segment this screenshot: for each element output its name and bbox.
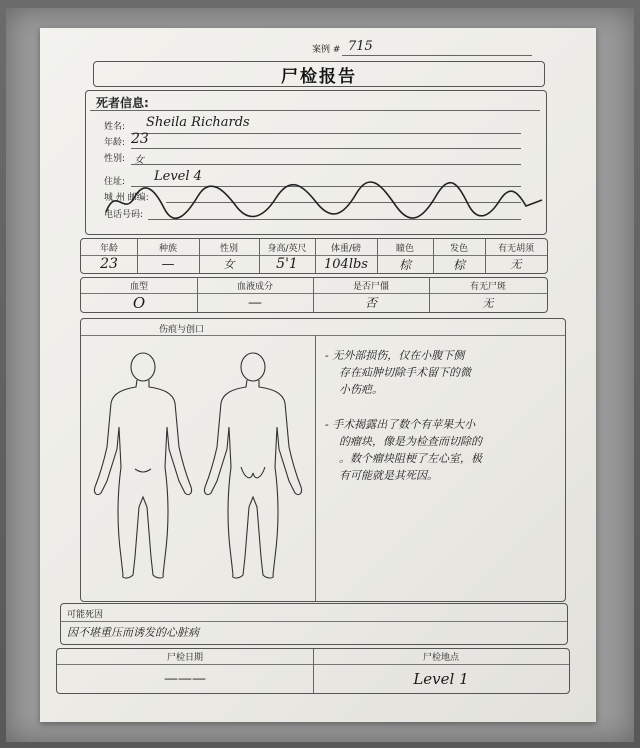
sex-line [131, 164, 521, 165]
age-line [131, 148, 521, 149]
stats-header-height: 身高/英尺 [267, 243, 307, 254]
title-box [93, 61, 545, 87]
case-number-value: 715 [348, 39, 373, 54]
case-number-line [342, 55, 532, 56]
blood-table [80, 277, 548, 313]
autopsy-place-value: Level 1 [413, 669, 469, 688]
autopsy-date-label: 尸检日期 [166, 653, 203, 663]
injury-note-line: - 无外部损伤，仅在小腹下侧 [325, 349, 465, 362]
body-front-figure [94, 353, 191, 578]
name-line [131, 133, 521, 134]
city-label: 城 州 邮编: [104, 193, 149, 203]
body-diagram [87, 347, 309, 583]
stats-value-height: 5'1 [276, 256, 298, 272]
address-value: Level 4 [154, 169, 202, 184]
injury-note-line: - 手术揭露出了数个有苹果大小 [325, 418, 476, 431]
autopsy-form [40, 28, 596, 722]
case-number-label: 案例 # [312, 45, 341, 55]
name-value: Sheila Richards [146, 115, 250, 130]
cause-of-death-value: 因不堪重压而诱发的心脏病 [67, 626, 199, 639]
injury-note-line: 存在疝肿切除手术留下的微 [339, 366, 471, 379]
injuries-box [80, 318, 566, 602]
stats-header-beard: 有无胡须 [497, 243, 534, 254]
blood-value-composition: — [248, 294, 262, 311]
name-label: 姓名: [104, 122, 126, 132]
stats-value-hair-color: 棕 [452, 257, 465, 272]
cause-of-death-label: 可能死因 [67, 610, 104, 620]
deceased-section-label: 死者信息: [96, 96, 149, 110]
injuries-section-label: 伤痕与创口 [159, 325, 205, 335]
stats-table [80, 238, 548, 274]
blood-header-type: 血型 [129, 282, 148, 292]
phone-label: 电话号码: [104, 210, 144, 220]
stats-header-sex: 性别 [219, 243, 238, 254]
injury-note-line: 有可能就是其死因。 [339, 469, 438, 482]
autopsy-place-label: 尸检地点 [422, 653, 459, 663]
stats-value-sex: 女 [223, 258, 235, 271]
stats-header-hair-color: 发色 [449, 243, 468, 254]
page-title: 尸检报告 [281, 66, 357, 87]
stats-header-race: 种族 [158, 243, 177, 254]
injuries-column-divider [315, 335, 316, 601]
section-divider [90, 110, 540, 111]
cause-of-death-box [60, 603, 568, 645]
scribble-line [106, 176, 546, 226]
blood-value-type: O [132, 293, 146, 312]
cause-divider [61, 621, 567, 622]
body-back-figure [204, 353, 301, 578]
deceased-info-box [85, 90, 547, 235]
blood-value-rigor: 否 [364, 296, 377, 310]
stats-value-weight: 104lbs [324, 256, 368, 272]
age-value: 23 [131, 131, 149, 147]
age-label: 年龄: [104, 138, 126, 148]
stats-header-age: 年龄 [99, 243, 118, 254]
injury-note-line: 的瘤块，像是为检查而切除的 [339, 435, 482, 448]
blood-header-composition: 血液成分 [236, 282, 273, 292]
injuries-header-divider [81, 335, 565, 336]
blood-value-livor: 无 [482, 296, 494, 310]
stats-value-age: 23 [100, 256, 118, 272]
blood-header-livor: 有无尸斑 [469, 282, 506, 292]
injury-notes [325, 347, 557, 484]
stats-header-eye-color: 瞳色 [395, 243, 414, 254]
address-label: 住址: [104, 177, 126, 187]
autopsy-date-value: ——— [164, 670, 206, 687]
sex-label: 性别: [104, 154, 126, 164]
blood-header-rigor: 是否尸僵 [352, 282, 389, 292]
stats-value-beard: 无 [510, 258, 522, 271]
injury-note-line: 小伤疤。 [339, 383, 383, 396]
autopsy-info-box [56, 648, 570, 694]
sex-value: 女 [134, 155, 144, 166]
injury-note-line: 。数个瘤块阻梗了左心室，极 [339, 452, 482, 465]
stats-value-race: — [161, 256, 175, 272]
stats-header-weight: 体重/磅 [330, 243, 362, 254]
stats-value-eye-color: 棕 [398, 257, 411, 272]
